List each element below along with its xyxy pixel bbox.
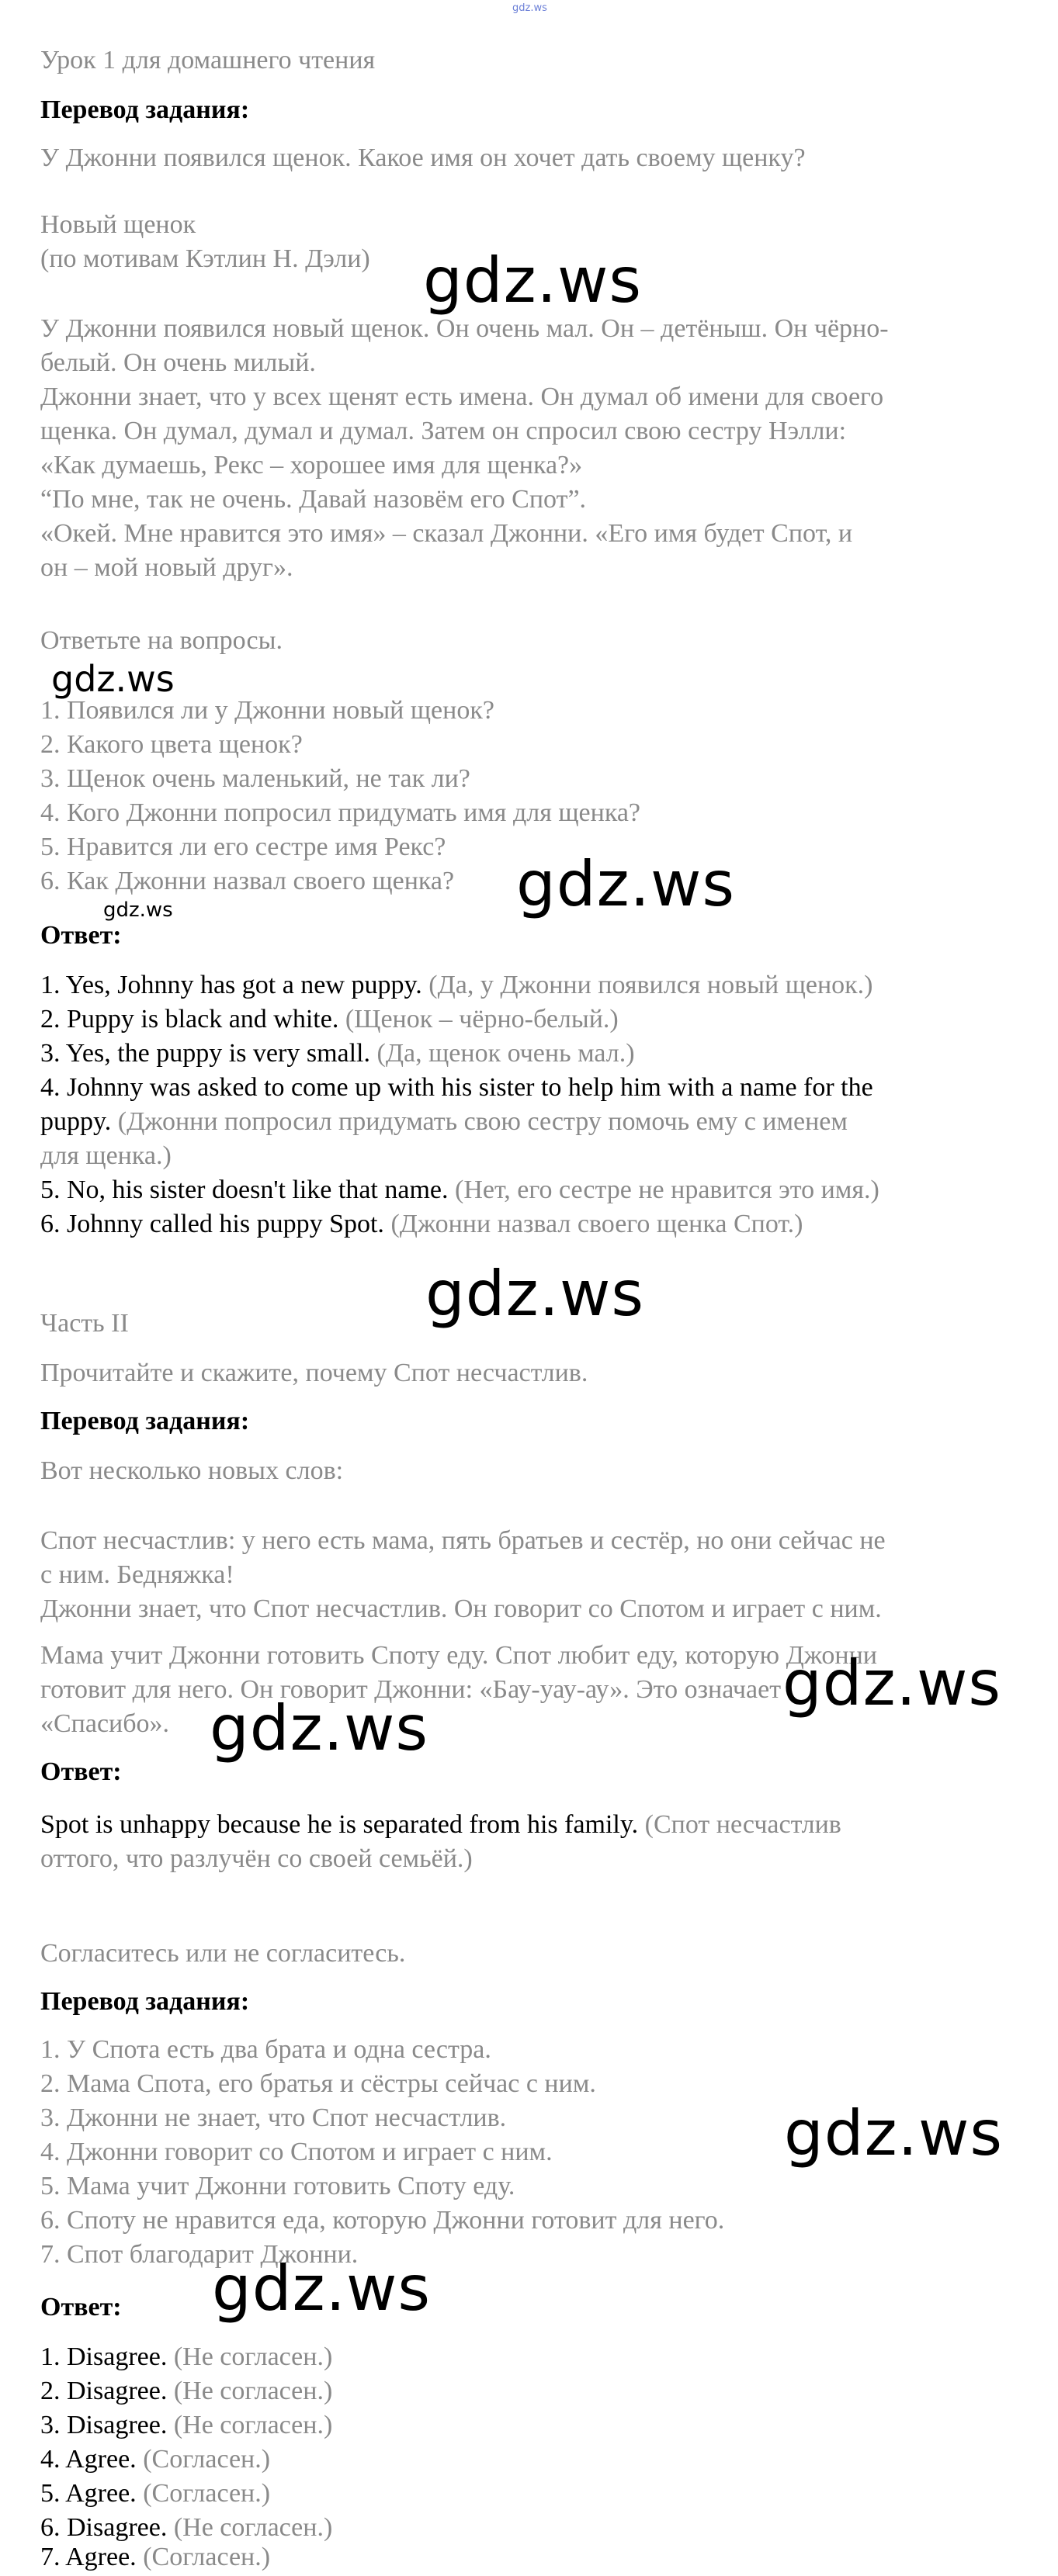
agree-heading: Согласитесь или не согласитесь. [40,1939,406,1968]
agree-answer [40,2408,332,2443]
watermark: gdz.ws [51,658,175,700]
answer-ru: (Не согласен.) [167,2411,333,2439]
answer-en: 4. Agree. [40,2445,137,2474]
answer-heading-2: Ответ: [40,1757,122,1786]
watermark: gdz.ws [210,1692,429,1764]
agree-answer [40,2477,270,2511]
question-item: 4. Кого Джонни попросил придумать имя для щенка? [40,798,641,827]
answer-ru: (Да, щенок очень мал.) [370,1039,635,1068]
answer-ru: (Нет, его сестре не нравится это имя.) [448,1175,879,1204]
task-text-1: У Джонни появился щенок. Какое имя он хочет дать своему щенку? [40,144,806,172]
answer-ru: (Джонни назвал своего щенка Спот.) [383,1210,803,1238]
answer-en: puppy. [40,1107,112,1136]
story-line: «Как думаешь, Рекс – хорошее имя для щенка?» [40,451,583,480]
agree-answer [40,2540,270,2574]
answer-line [40,1173,879,1207]
watermark: gdz.ws [516,848,736,920]
agree-item: 5. Мама учит Джонни готовить Споту еду. [40,2172,515,2200]
answer-en: 6. Disagree. [40,2513,168,2542]
answer-line [40,1105,848,1139]
top-watermark: gdz.ws [512,2,547,14]
story-title: Новый щенок [40,210,196,239]
para2-line: готовит для него. Он говорит Джонни: «Бау-уау-ау». Это означает [40,1675,782,1704]
story-line: белый. Он очень милый. [40,348,316,377]
task-heading-1: Перевод задания: [40,95,250,124]
agree-item: 6. Споту не нравится еда, которую Джонни готовит для него. [40,2206,725,2235]
agree-answer [40,2374,332,2408]
answer-en: 3. Disagree. [40,2411,168,2439]
story-line: он – мой новый друг». [40,553,293,582]
answer-en: 3. Yes, the puppy is very small. [40,1039,370,1068]
watermark: gdz.ws [103,898,173,922]
answer-ru: оттого, что разлучён со своей семьёй.) [40,1844,473,1873]
para2-line: Мама учит Джонни готовить Споту еду. Спот любит еду, которую Джонни [40,1641,877,1670]
answer-ru: для щенка.) [40,1141,172,1170]
watermark: gdz.ws [425,1258,645,1330]
question-item: 3. Щенок очень маленький, не так ли? [40,764,470,793]
answer-ru: (Не согласен.) [167,2513,333,2542]
watermark: gdz.ws [782,1647,1002,1719]
question-item: 2. Какого цвета щенок? [40,730,303,759]
story-line: щенка. Он думал, думал и думал. Затем он спросил свою сестру Нэлли: [40,417,847,445]
task-heading-2: Перевод задания: [40,1407,250,1435]
answer-ru: (Согласен.) [136,2479,271,2508]
answer-en: Spot is unhappy because he is separated from his family. [40,1810,639,1839]
answer-line [40,1207,803,1241]
answer-heading-1: Ответ: [40,921,122,950]
story-line: «Окей. Мне нравится это имя» – сказал Джонни. «Его имя будет Спот, и [40,519,853,548]
para1-line: Спот несчастлив: у него есть мама, пять братьев и сестёр, но они сейчас не [40,1526,886,1555]
story-source: (по мотивам Кэтлин Н. Дэли) [40,244,370,273]
part2-answer-line [40,1808,841,1842]
answer-ru: (Джонни попросил придумать свою сестру помочь ему с именем [111,1107,848,1136]
answer-en: 1. Disagree. [40,2342,168,2371]
question-item: 5. Нравится ли его сестре имя Рекс? [40,833,446,861]
answer-heading-3: Ответ: [40,2293,122,2322]
answer-en: 7. Agree. [40,2543,137,2571]
answer-ru: (Щенок – чёрно-белый.) [338,1005,619,1034]
part2-answer-line [40,1842,473,1876]
agree-item: 4. Джонни говорит со Спотом и играет с ним. [40,2138,553,2166]
answer-ru: (Не согласен.) [167,2377,333,2405]
answer-ru: (Не согласен.) [167,2342,333,2371]
agree-item: 3. Джонни не знает, что Спот несчастлив. [40,2103,507,2132]
agree-item: 7. Спот благодарит Джонни. [40,2240,359,2269]
watermark: gdz.ws [212,2252,432,2325]
answer-line [40,968,873,1002]
answer-ru: (Согласен.) [136,2445,271,2474]
agree-item: 2. Мама Спота, его братья и сёстры сейчас с ним. [40,2069,596,2098]
lesson-title: Урок 1 для домашнего чтения [40,46,376,74]
questions-heading: Ответьте на вопросы. [40,626,283,655]
answer-line [40,1139,172,1173]
answer-en: 2. Puppy is black and white. [40,1005,339,1034]
question-item: 6. Как Джонни назвал своего щенка? [40,867,455,895]
answer-ru: (Спот несчастлив [638,1810,841,1839]
para1-line: с ним. Бедняжка! [40,1560,234,1589]
answer-ru: (Да, у Джонни появился новый щенок.) [421,971,873,999]
answer-en: 2. Disagree. [40,2377,168,2405]
watermark: gdz.ws [423,244,643,317]
answer-en: 4. Johnny was asked to come up with his sister to help him with a name for the [40,1073,873,1102]
answer-en: 5. Agree. [40,2479,137,2508]
answer-line [40,1002,619,1037]
answer-ru: (Согласен.) [136,2543,271,2571]
answer-en: 1. Yes, Johnny has got a new puppy. [40,971,422,999]
part2-prompt: Прочитайте и скажите, почему Спот несчастлив. [40,1359,588,1387]
story-line: У Джонни появился новый щенок. Он очень мал. Он – детёныш. Он чёрно- [40,314,889,343]
story-line: Джонни знает, что у всех щенят есть имена. Он думал об имени для своего [40,383,884,411]
story-line: “По мне, так не очень. Давай назовём его Спот”. [40,485,587,514]
agree-answer [40,2443,270,2477]
para1-line: Джонни знает, что Спот несчастлив. Он говорит со Спотом и играет с ним. [40,1594,882,1623]
question-item: 1. Появился ли у Джонни новый щенок? [40,696,494,725]
para2-line: «Спасибо». [40,1709,170,1738]
agree-answer [40,2340,332,2374]
agree-item: 1. У Спота есть два брата и одна сестра. [40,2035,491,2064]
answer-line [40,1037,635,1071]
part2-title: Часть II [40,1309,129,1338]
answer-line [40,1071,873,1105]
task-heading-3: Перевод задания: [40,1987,250,2016]
answer-en: 6. Johnny called his puppy Spot. [40,1210,384,1238]
watermark: gdz.ws [784,2097,1004,2169]
answer-en: 5. No, his sister doesn't like that name. [40,1175,449,1204]
task-text-2: Вот несколько новых слов: [40,1456,344,1485]
